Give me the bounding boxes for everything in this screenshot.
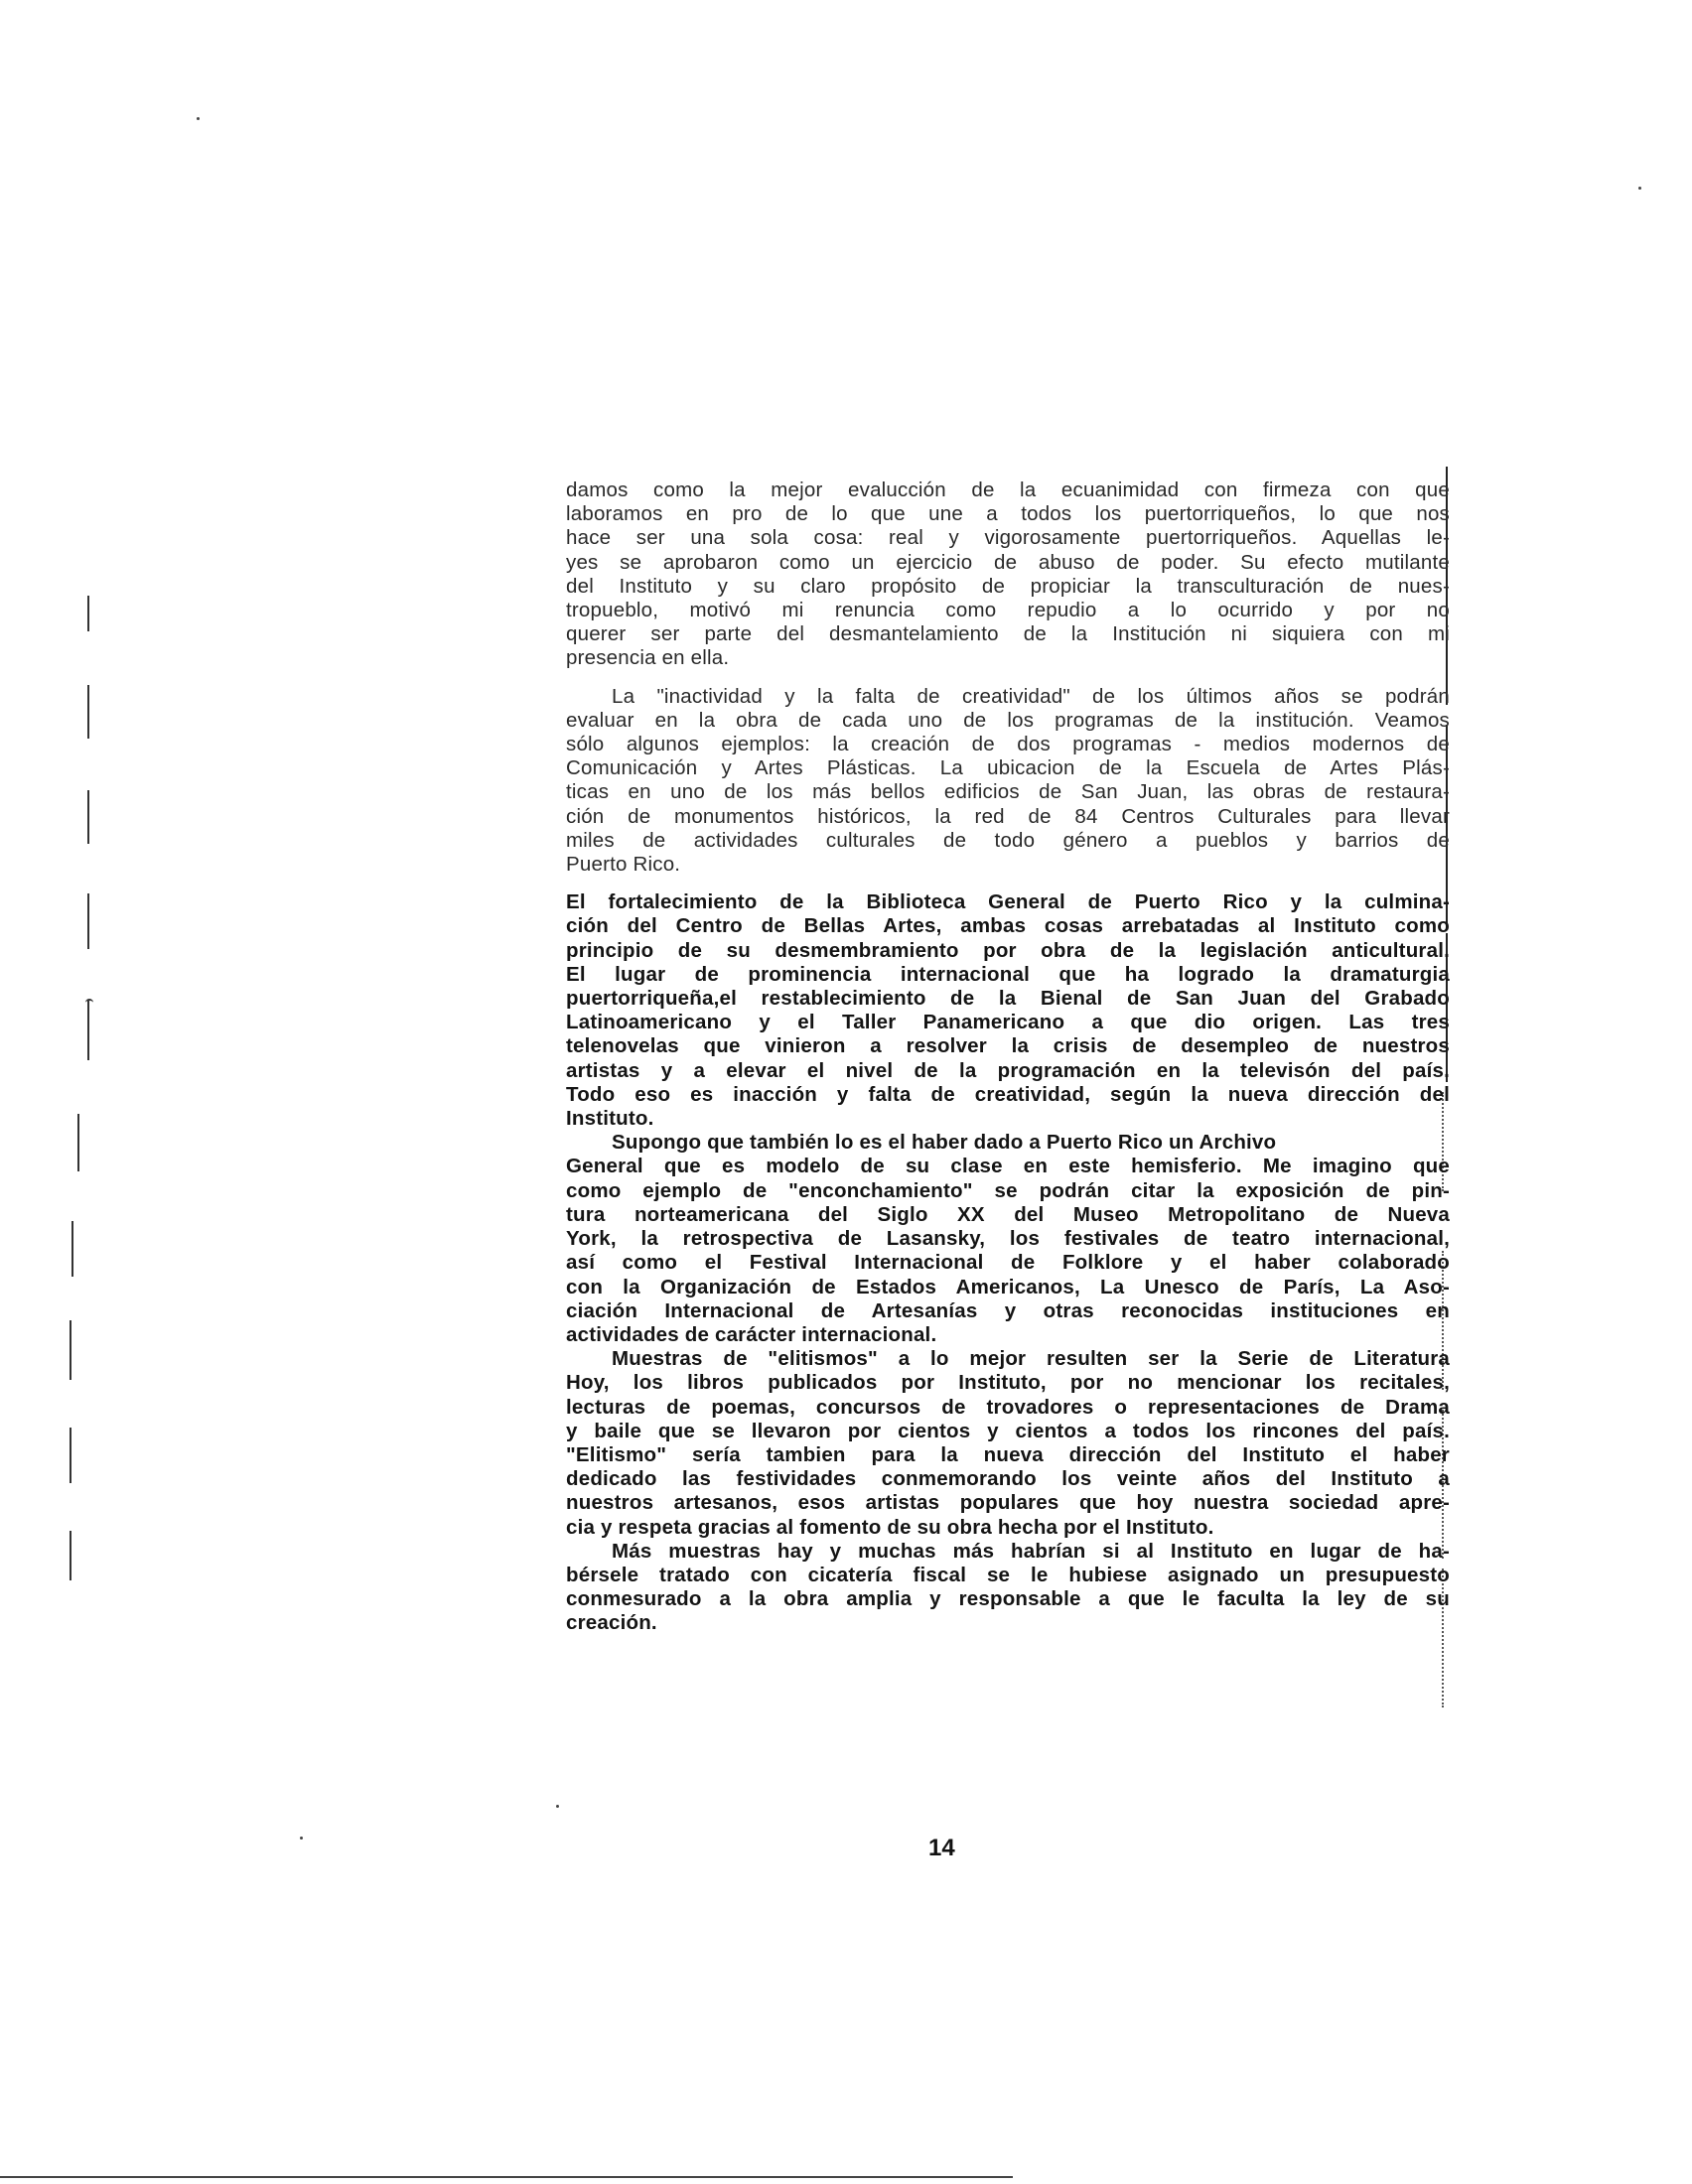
margin-mark <box>87 1001 89 1060</box>
text-line: Más muestras hay y muchas más habrían si al Instituto en lugar de ha- <box>612 1539 1450 1563</box>
text-line: cia y respeta gracias al fomento de su obra hecha por el Instituto. <box>566 1515 1214 1539</box>
text-line: York, la retrospectiva de Lasansky, los festivales de teatro internacional, <box>566 1227 1450 1251</box>
margin-mark <box>77 1114 79 1171</box>
text-line: tropueblo, motivó mi renuncia como repudio a lo ocurrido y por no <box>566 599 1450 622</box>
text-line: miles de actividades culturales de todo género a pueblos y barrios de <box>566 828 1450 852</box>
paragraph <box>566 1347 1450 1540</box>
text-line: tura norteamericana del Siglo XX del Museo Metropolitano de Nueva <box>566 1202 1450 1226</box>
text-line: nuestros artesanos, esos artistas populares que hoy nuestra sociedad apre- <box>566 1491 1450 1515</box>
paragraph <box>566 478 1450 671</box>
text-line: actividades de carácter internacional. <box>566 1322 937 1346</box>
text-line: El lugar de prominencia internacional que ha logrado la dramaturgia <box>566 962 1450 986</box>
text-line: Latinoamericano y el Taller Panamericano a que dio origen. Las tres <box>566 1011 1450 1034</box>
text-line: artistas y a elevar el nivel de la programación en la televisón del país. <box>566 1058 1450 1082</box>
text-line: General que es modelo de su clase en este hemisferio. Me imagino que <box>566 1155 1450 1178</box>
text-line: "Elitismo" sería tambien para la nueva dirección del Instituto el haber <box>566 1442 1450 1466</box>
text-line: damos como la mejor evalucción de la ecuanimidad con firmeza con que <box>566 478 1450 501</box>
text-line: ciación Internacional de Artesanías y otras reconocidas instituciones en <box>566 1298 1450 1322</box>
text-line: presencia en ella. <box>566 646 730 670</box>
text-line: Supongo que también lo es el haber dado a Puerto Rico un Archivo <box>612 1131 1277 1155</box>
text-line: como ejemplo de "enconchamiento" se podrán citar la exposición de pin- <box>566 1178 1450 1202</box>
text-line: telenovelas que vinieron a resolver la crisis de desempleo de nuestros <box>566 1034 1450 1058</box>
text-line: así como el Festival Internacional de Folklore y el haber colaborado <box>566 1251 1450 1275</box>
paragraph <box>566 890 1450 1131</box>
text-line: sólo algunos ejemplos: la creación de dos programas - medios modernos de <box>566 733 1450 756</box>
scan-speck <box>300 1837 303 1840</box>
margin-mark <box>87 596 89 631</box>
scan-speck <box>197 117 200 120</box>
text-line: conmesurado a la obra amplia y responsable a que le faculta la ley de su <box>566 1587 1450 1611</box>
text-line: ticas en uno de los más bellos edificios de San Juan, las obras de restaura- <box>566 780 1450 804</box>
margin-mark <box>87 893 89 949</box>
text-line: evaluar en la obra de cada uno de los programas de la institución. Veamos <box>566 708 1450 732</box>
text-line: puertorriqueña,el restablecimiento de la Bienal de San Juan del Grabado <box>566 987 1450 1011</box>
scan-speck <box>556 1805 559 1808</box>
text-line: del Instituto y su claro propósito de propiciar la transculturación de nues- <box>566 574 1450 598</box>
text-line: querer ser parte del desmantelamiento de la Institución ni siquiera con mi <box>566 622 1450 646</box>
text-line: Instituto. <box>566 1107 654 1131</box>
scan-speck <box>1638 187 1641 190</box>
margin-mark <box>70 1428 71 1483</box>
paragraph <box>566 1131 1450 1347</box>
text-line: Muestras de "elitismos" a lo mejor resulten ser la Serie de Literatura <box>612 1347 1450 1371</box>
text-line: El fortalecimiento de la Biblioteca General de Puerto Rico y la culmina- <box>566 890 1450 914</box>
paragraph <box>566 1540 1450 1636</box>
margin-mark <box>87 685 89 739</box>
body-text <box>566 478 1450 1636</box>
paragraph <box>566 685 1450 878</box>
text-line: hace ser una sola cosa: real y vigorosamente puertorriqueños. Aquellas le- <box>566 526 1450 550</box>
margin-mark <box>70 1320 71 1380</box>
text-line: laboramos en pro de lo que une a todos los puertorriqueños, lo que nos <box>566 502 1450 526</box>
text-line: lecturas de poemas, concursos de trovadores o representaciones de Drama <box>566 1395 1450 1419</box>
text-line: creación. <box>566 1611 657 1635</box>
text-line: Comunicación y Artes Plásticas. La ubicacion de la Escuela de Artes Plás- <box>566 756 1450 780</box>
text-line: con la Organización de Estados Americanos, La Unesco de París, La Aso- <box>566 1275 1450 1298</box>
margin-mark <box>87 790 89 844</box>
text-line: ción de monumentos históricos, la red de 84 Centros Culturales para llevar <box>566 804 1450 828</box>
text-line: ción del Centro de Bellas Artes, ambas cosas arrebatadas al Instituto como <box>566 914 1450 938</box>
bottom-rule <box>0 2176 1013 2178</box>
text-line: Todo eso es inacción y falta de creatividad, según la nueva dirección del <box>566 1082 1450 1106</box>
text-line: dedicado las festividades conmemorando los veinte años del Instituto a <box>566 1467 1450 1491</box>
text-line: principio de su desmembramiento por obra de la legislación anticultural. <box>566 938 1450 962</box>
margin-mark <box>71 1221 73 1277</box>
text-line: bérsele tratado con cicatería fiscal se le hubiese asignado un presupuesto <box>566 1563 1450 1586</box>
page-number: 14 <box>928 1835 955 1861</box>
text-line: Puerto Rico. <box>566 853 681 877</box>
text-line: Hoy, los libros publicados por Instituto, por no mencionar los recitales, <box>566 1371 1450 1395</box>
margin-mark <box>70 1531 71 1580</box>
text-line: La "inactividad y la falta de creatividad" de los últimos años se podrán <box>612 684 1450 708</box>
text-line: yes se aprobaron como un ejercicio de abuso de poder. Su efecto mutilante <box>566 550 1450 574</box>
text-line: y baile que se llevaron por cientos y cientos a todos los rincones del país. <box>566 1419 1450 1442</box>
